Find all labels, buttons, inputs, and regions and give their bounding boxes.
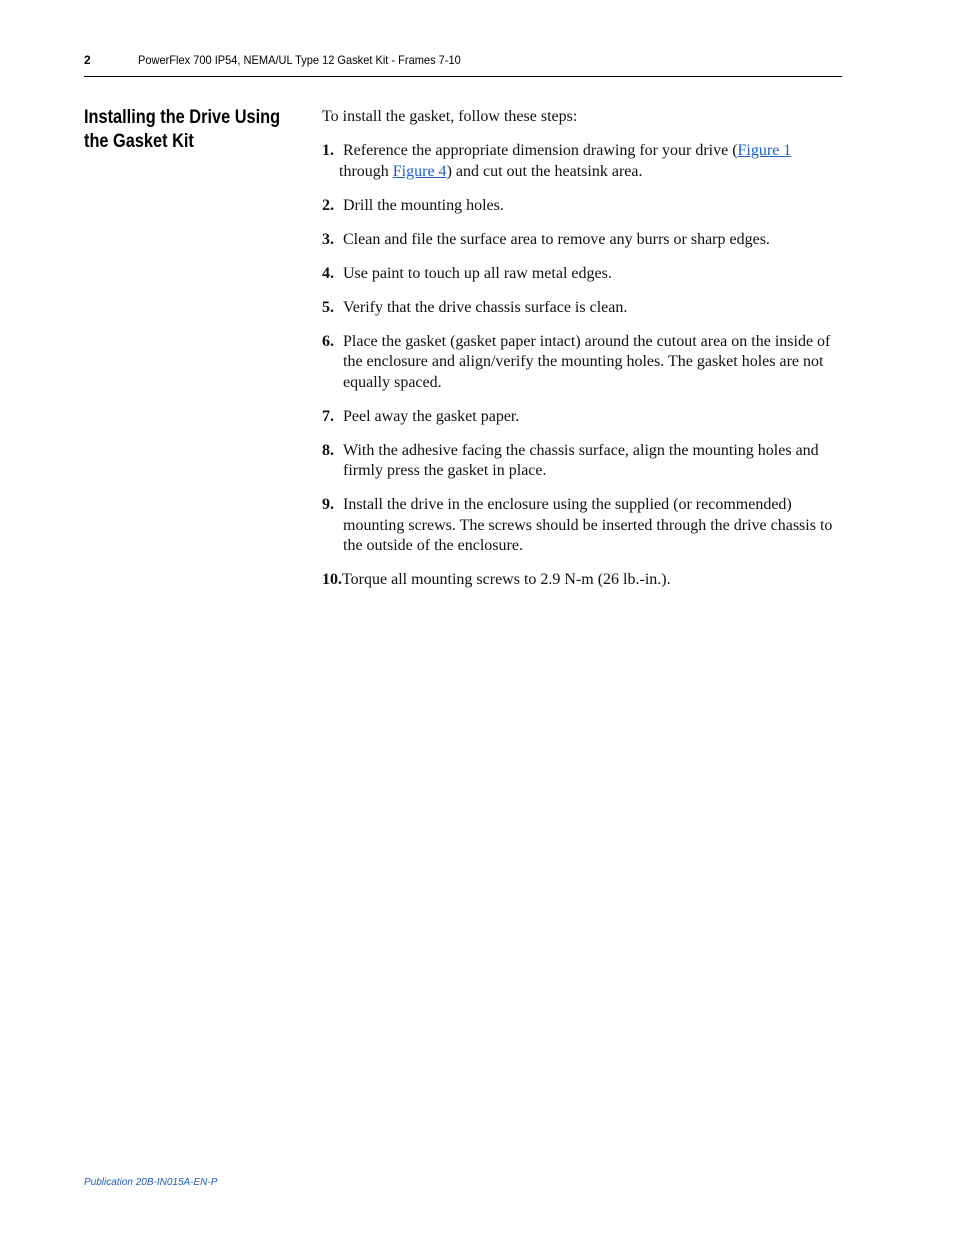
step-8 — [322, 441, 842, 482]
step-number: 9. — [322, 496, 334, 513]
step-text: Torque all mounting screws to 2.9 N-m (26 lb.-in.). — [342, 571, 671, 588]
publication-footer: Publication 20B-IN015A-EN-P — [84, 1177, 218, 1188]
step-2 — [322, 196, 842, 217]
step-number: 4. — [322, 264, 334, 282]
step-text: Drill the mounting holes. — [343, 196, 504, 214]
step-number: 3. — [322, 230, 334, 248]
step-text: Clean and file the surface area to remove any burrs or sharp edges. — [343, 230, 770, 248]
intro-text: To install the gasket, follow these steps: — [322, 108, 578, 125]
step-5 — [322, 298, 842, 319]
step-text: Place the gasket (gasket paper intact) around the cutout area on the inside of the enclosure and align/verify the mounting holes. The gasket holes are not equally spaced. — [343, 332, 831, 391]
main-content — [322, 107, 842, 604]
step-1 — [322, 141, 842, 182]
step-text-part: through — [339, 162, 393, 180]
step-number: 7. — [322, 407, 334, 425]
step-number: 8. — [322, 441, 334, 459]
steps-list — [322, 141, 842, 591]
step-number: 1. — [322, 142, 334, 159]
step-text: Verify that the drive chassis surface is clean. — [343, 298, 628, 316]
step-text: With the adhesive facing the chassis surface, align the mounting holes and firmly press the gasket in place. — [343, 441, 819, 479]
step-number: 6. — [322, 332, 334, 350]
step-6 — [322, 332, 842, 394]
step-text-part: Reference the appropriate dimension drawing for your drive ( — [343, 142, 738, 159]
step-3 — [322, 230, 842, 251]
figure-1-link[interactable]: Figure 1 — [737, 142, 792, 159]
step-number: 2. — [322, 196, 334, 214]
step-text: Use paint to touch up all raw metal edges. — [343, 264, 612, 282]
figure-4-link[interactable]: Figure 4 — [392, 162, 447, 180]
step-text: Install the drive in the enclosure using the supplied (or recommended) mounting screws. The screws should be inserted through the drive chassis to the outside of the enclosure. — [343, 496, 833, 554]
page-number: 2 — [84, 53, 91, 67]
page-header — [84, 52, 842, 77]
step-10 — [322, 570, 842, 591]
section-heading-line1: Installing the Drive Using — [84, 107, 281, 128]
step-number: 10. — [322, 571, 342, 588]
section-heading — [84, 106, 282, 154]
step-7 — [322, 407, 842, 428]
step-text — [339, 141, 842, 182]
section-heading-line2: the Gasket Kit — [84, 131, 194, 152]
step-text-part: ) and cut out the heatsink area. — [446, 162, 643, 180]
step-9 — [322, 495, 842, 557]
step-4 — [322, 264, 842, 285]
step-text: Peel away the gasket paper. — [343, 407, 520, 425]
header-title: PowerFlex 700 IP54, NEMA/UL Type 12 Gasket Kit - Frames 7-10 — [138, 53, 461, 67]
step-number: 5. — [322, 298, 334, 316]
